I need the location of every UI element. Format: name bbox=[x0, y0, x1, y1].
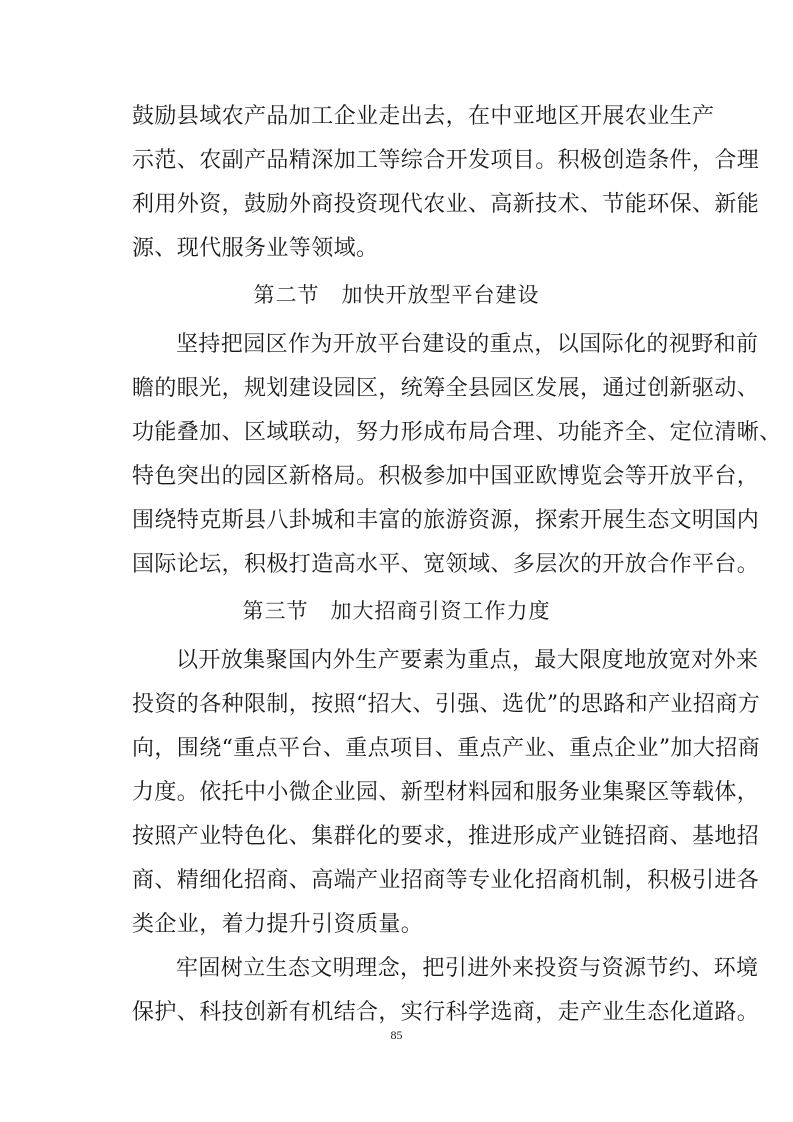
paragraph-2-line-6: 国际论坛，积极打造高水平、宽领域、多层次的开放合作平台。 bbox=[132, 552, 760, 577]
section-number: 第二节 bbox=[253, 283, 320, 307]
paragraph-1-line-3: 利用外资，鼓励外商投资现代农业、高新技术、节能环保、新能 bbox=[132, 192, 760, 217]
section-title: 加大招商引资工作力度 bbox=[330, 599, 551, 623]
paragraph-4-line-1: 牢固树立生态文明理念，把引进外来投资与资源节约、环境 bbox=[176, 956, 759, 981]
paragraph-2-line-2: 瞻的眼光，规划建设园区，统筹全县园区发展，通过创新驱动、 bbox=[132, 376, 760, 401]
section-heading-2 bbox=[0, 280, 793, 310]
paragraph-3-line-2: 投资的各种限制，按照“招大、引强、选优”的思路和产业招商方 bbox=[132, 692, 761, 717]
paragraph-1-line-4: 源、现代服务业等领域。 bbox=[132, 236, 379, 261]
paragraph-2-line-3: 功能叠加、区域联动，努力形成布局合理、功能齐全、定位清晰、 bbox=[132, 420, 782, 445]
page-number: 85 bbox=[390, 1028, 403, 1042]
section-number: 第三节 bbox=[242, 599, 309, 623]
paragraph-1-line-2: 示范、农副产品精深加工等综合开发项目。积极创造条件，合理 bbox=[132, 148, 760, 173]
paragraph-2-line-4: 特色突出的园区新格局。积极参加中国亚欧博览会等开放平台， bbox=[132, 464, 760, 489]
paragraph-3-line-5: 按照产业特色化、集群化的要求，推进形成产业链招商、基地招 bbox=[132, 824, 760, 849]
paragraph-2-line-1: 坚持把园区作为开放平台建设的重点，以国际化的视野和前 bbox=[176, 332, 759, 357]
paragraph-1-line-1: 鼓励县域农产品加工企业走出去，在中亚地区开展农业生产 bbox=[132, 104, 715, 129]
paragraph-3-line-1: 以开放集聚国内外生产要素为重点，最大限度地放宽对外来 bbox=[176, 648, 759, 673]
section-title: 加快开放型平台建设 bbox=[341, 283, 540, 307]
paragraph-3-line-6: 商、精细化招商、高端产业招商等专业化招商机制，积极引进各 bbox=[132, 868, 760, 893]
paragraph-4-line-2: 保护、科技创新有机结合，实行科学选商，走产业生态化道路。 bbox=[132, 1000, 760, 1025]
section-heading-3 bbox=[0, 596, 793, 626]
paragraph-3-line-4: 力度。依托中小微企业园、新型材料园和服务业集聚区等载体， bbox=[132, 780, 760, 805]
paragraph-2-line-5: 围绕特克斯县八卦城和丰富的旅游资源，探索开展生态文明国内 bbox=[132, 508, 760, 533]
paragraph-3-line-3: 向，围绕“重点平台、重点项目、重点产业、重点企业”加大招商 bbox=[132, 736, 761, 761]
paragraph-3-line-7: 类企业，着力提升引资质量。 bbox=[132, 912, 424, 937]
